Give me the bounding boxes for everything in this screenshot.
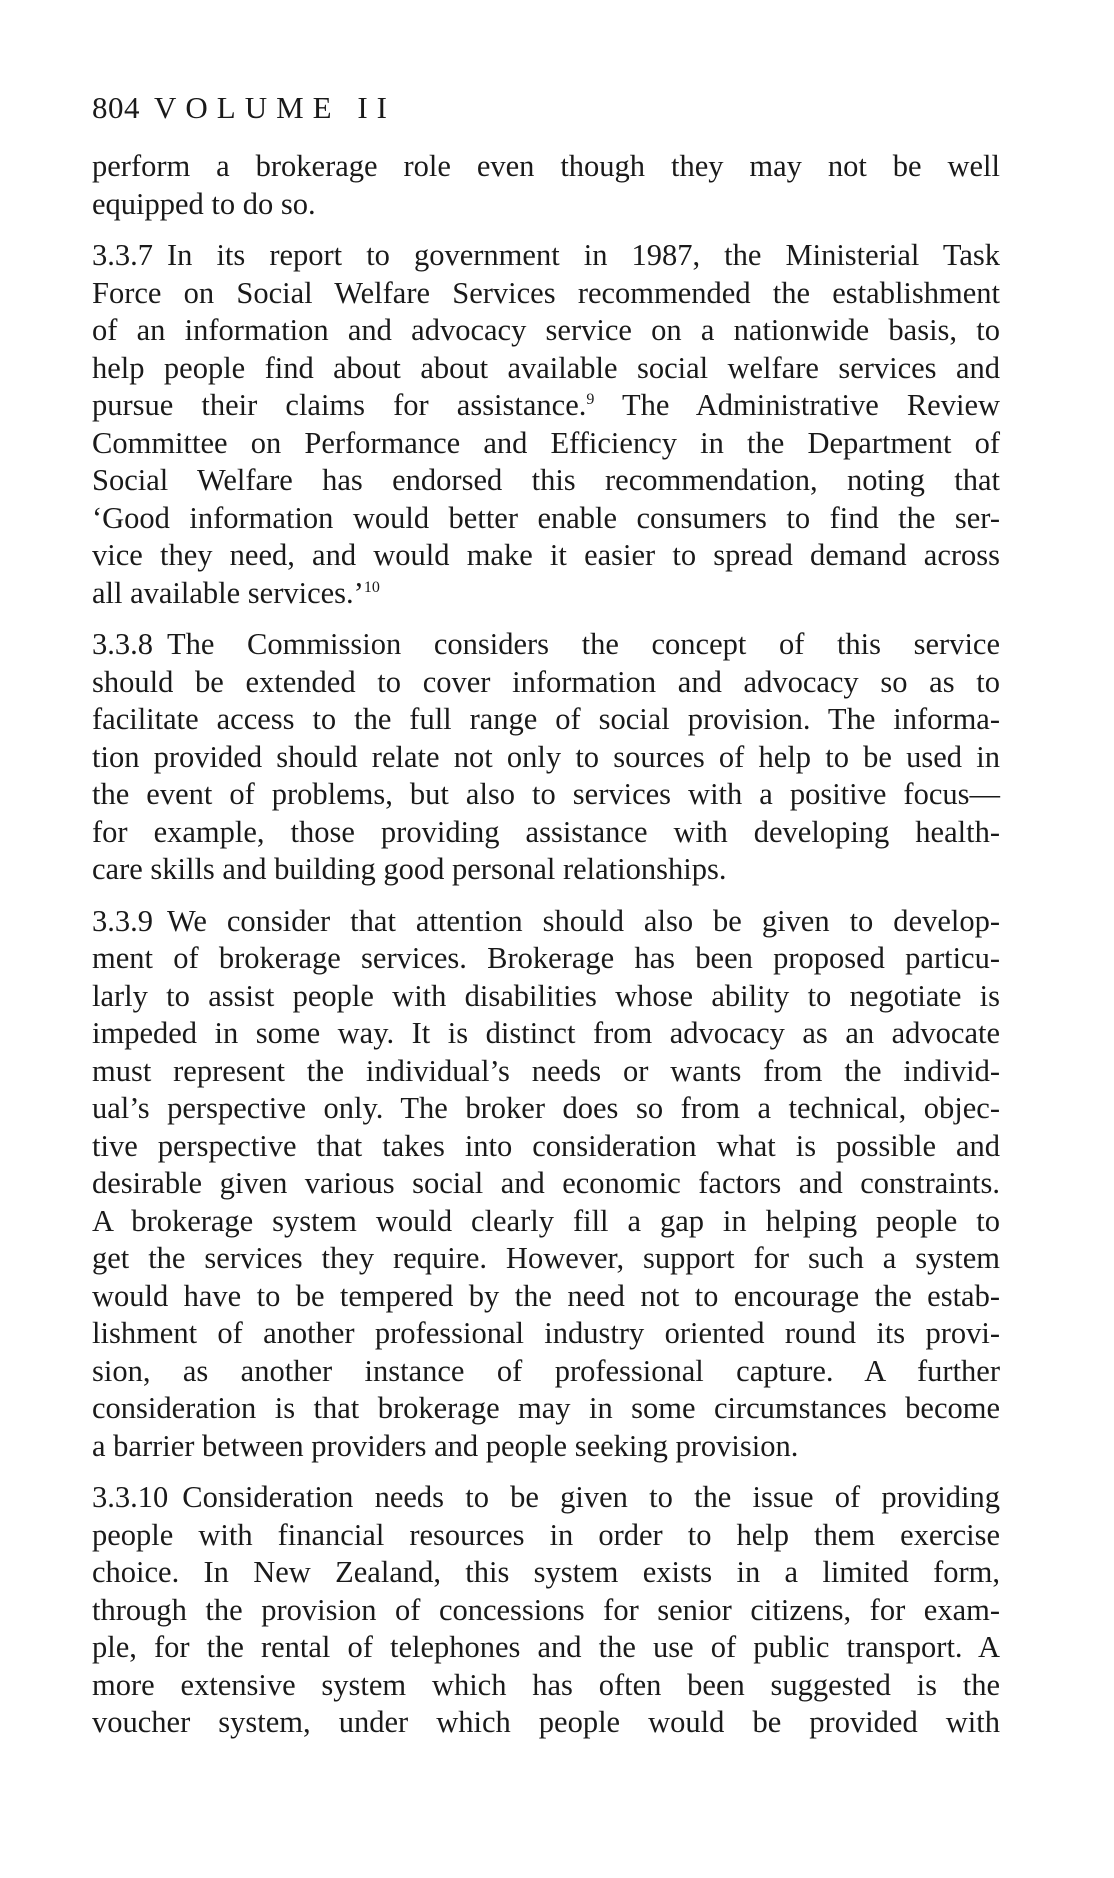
text-line: impeded in some way. It is distinct from advocacy as an advocate bbox=[92, 1016, 1000, 1050]
text-line: would have to be tempered by the need not to encourage the estab- bbox=[92, 1278, 1000, 1313]
text-line: for example, those providing assistance with developing health- bbox=[92, 814, 1000, 849]
text-line: perform a brokerage role even though they may not be well bbox=[92, 149, 1000, 183]
text-line: ple, for the rental of telephones and the use of public transport. A bbox=[92, 1630, 1000, 1664]
text-line: larly to assist people with disabilities whose ability to negotiate is bbox=[92, 978, 1000, 1013]
paragraph-number: 3.3.8 bbox=[92, 627, 153, 661]
text-line: of an information and advocacy service on a nationwide basis, to bbox=[92, 313, 1000, 347]
text-line: vice they need, and would make it easier to spread demand across bbox=[92, 538, 1000, 572]
text-line: A brokerage system would clearly fill a gap in helping people to bbox=[92, 1203, 1000, 1238]
text-segment: The Administrative Review bbox=[621, 388, 1001, 422]
text-segment: The Commission considers the concept of this service bbox=[167, 627, 1000, 661]
page-number: 804 bbox=[92, 90, 140, 125]
text-segment: all available services.’ bbox=[92, 575, 364, 610]
text-line: a barrier between providers and people seeking provision. bbox=[92, 1428, 799, 1463]
text-line: tion provided should relate not only to sources of help to be used in bbox=[92, 739, 1000, 774]
text-line: Committee on Performance and Efficiency in the Department of bbox=[92, 425, 1000, 460]
volume-label: VOLUME II bbox=[154, 90, 396, 125]
text-line: Social Welfare has endorsed this recommendation, noting that bbox=[92, 463, 1000, 497]
text-segment: In its report to government in 1987, the Ministerial Task bbox=[167, 238, 1000, 272]
text-line: facilitate access to the full range of social provision. The informa- bbox=[92, 702, 1000, 736]
footnote-ref: 10 bbox=[363, 578, 380, 596]
text-line: more extensive system which has often been suggested is the bbox=[92, 1667, 1000, 1702]
text-line bbox=[92, 237, 1000, 275]
text-line: get the services they require. However, support for such a system bbox=[92, 1241, 1000, 1275]
running-head bbox=[92, 88, 1000, 128]
text-line: choice. In New Zealand, this system exists in a limited form, bbox=[92, 1555, 1000, 1589]
text-line bbox=[92, 575, 1000, 613]
text-line: must represent the individual’s needs or wants from the individ- bbox=[92, 1053, 1000, 1088]
text-line: ment of brokerage services. Brokerage has been proposed particu- bbox=[92, 941, 1000, 975]
paragraph-number: 3.3.9 bbox=[92, 903, 153, 938]
paragraph-3-3-7 bbox=[92, 237, 1000, 612]
text-line: tive perspective that takes into consideration what is possible and bbox=[92, 1128, 1000, 1163]
text-line: consideration is that brokerage may in some circumstances become bbox=[92, 1391, 1000, 1425]
text-line: desirable given various social and economic factors and constraints. bbox=[92, 1166, 1000, 1200]
paragraph-3-3-10 bbox=[92, 1479, 1000, 1742]
text-line: sion, as another instance of professional capture. A further bbox=[92, 1353, 1000, 1388]
text-segment: pursue their claims for assistance. bbox=[92, 388, 587, 422]
text-line: voucher system, under which people would be provided with bbox=[92, 1705, 1000, 1739]
text-line bbox=[92, 903, 1000, 941]
text-line: should be extended to cover information and advocacy so as to bbox=[92, 664, 1000, 699]
text-line: through the provision of concessions for senior citizens, for exam- bbox=[92, 1592, 1000, 1627]
text-segment: We consider that attention should also be given to develop- bbox=[167, 903, 1000, 938]
paragraph-continuation bbox=[92, 148, 1000, 223]
text-line: care skills and building good personal relationships. bbox=[92, 852, 727, 886]
paragraph-3-3-8 bbox=[92, 626, 1000, 889]
text-line: equipped to do so. bbox=[92, 186, 316, 221]
text-line: help people find about about available social welfare services and bbox=[92, 350, 1000, 385]
text-line: Force on Social Welfare Services recommended the establishment bbox=[92, 275, 1000, 310]
text-line bbox=[92, 1479, 1000, 1517]
text-line: ‘Good information would better enable consumers to find the ser- bbox=[92, 500, 1000, 535]
footnote-ref: 9 bbox=[586, 390, 595, 408]
paragraph-number: 3.3.10 bbox=[92, 1480, 169, 1514]
document-page bbox=[92, 88, 1000, 1756]
text-line: the event of problems, but also to services with a positive focus— bbox=[92, 777, 1000, 811]
text-line bbox=[92, 626, 1000, 664]
paragraph-3-3-9 bbox=[92, 903, 1000, 1466]
paragraph-number: 3.3.7 bbox=[92, 238, 153, 272]
text-line: lishment of another professional industry oriented round its provi- bbox=[92, 1316, 1000, 1350]
text-line bbox=[92, 387, 1000, 425]
text-segment: Consideration needs to be given to the issue of providing bbox=[182, 1480, 1000, 1514]
text-line: ual’s perspective only. The broker does so from a technical, objec- bbox=[92, 1091, 1000, 1125]
text-line: people with financial resources in order to help them exercise bbox=[92, 1517, 1000, 1552]
